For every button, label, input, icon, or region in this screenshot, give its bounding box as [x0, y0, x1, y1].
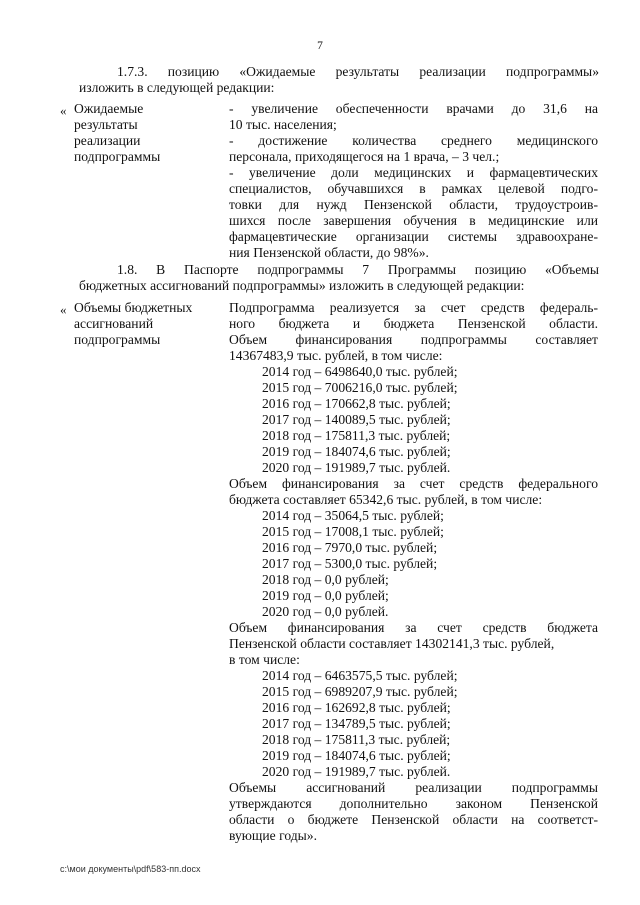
- open-quote: «: [60, 302, 67, 317]
- content-line: товки для нужд Пензенской области, трудоустроив-: [229, 197, 598, 212]
- content-line: Пензенской области составляет 14302141,3 тыс. рублей,: [229, 636, 555, 651]
- label-line: подпрограммы: [74, 149, 161, 164]
- federal-year-row: 2016 год – 7970,0 тыс. рублей;: [262, 540, 438, 555]
- content-line: специалистов, обучавшихся в рамках целевой подго-: [229, 181, 598, 196]
- content-line: бюджета составляет 65342,6 тыс. рублей, в том числе:: [229, 492, 543, 507]
- label-line: ассигнований: [74, 316, 154, 331]
- federal-year-row: 2014 год – 35064,5 тыс. рублей;: [262, 508, 444, 523]
- funding-year-row: 2014 год – 6498640,0 тыс. рублей;: [262, 364, 458, 379]
- federal-year-row: 2015 год – 17008,1 тыс. рублей;: [262, 524, 444, 539]
- intro-line: 1.7.3. позицию «Ожидаемые результаты реализации подпрограммы»: [117, 64, 599, 79]
- footer-file-path: c:\мои документы\pdf\583-пп.docx: [60, 864, 201, 874]
- federal-year-row: 2017 год – 5300,0 тыс. рублей;: [262, 556, 438, 571]
- content-line: Подпрограмма реализуется за счет средств федераль-: [229, 300, 598, 315]
- label-line: Объемы бюджетных: [74, 300, 193, 315]
- regional-year-row: 2019 год – 184074,6 тыс. рублей;: [262, 748, 451, 763]
- intro-line: изложить в следующей редакции:: [79, 80, 275, 95]
- content-line: утверждаются дополнительно законом Пензенской: [229, 796, 598, 811]
- intro-line: бюджетных ассигнований подпрограммы» изложить в следующей редакции:: [79, 278, 525, 293]
- content-line: Объем финансирования за счет средств федерального: [229, 476, 598, 491]
- intro-line: 1.8. В Паспорте подпрограммы 7 Программы позицию «Объемы: [117, 262, 599, 277]
- page-number: 7: [317, 40, 323, 52]
- position-label-results: [60, 101, 220, 165]
- funding-year-row: 2015 год – 7006216,0 тыс. рублей;: [262, 380, 458, 395]
- funding-year-row: 2019 год – 184074,6 тыс. рублей;: [262, 444, 451, 459]
- content-line: - увеличение доли медицинских и фармацевтических: [229, 165, 598, 180]
- expected-results-content: [229, 101, 598, 261]
- section-1-8-intro: [79, 262, 599, 294]
- label-line: результаты: [74, 117, 138, 132]
- regional-year-row: 2018 год – 175811,3 тыс. рублей;: [262, 732, 451, 747]
- content-line: Объемы ассигнований реализации подпрограммы: [229, 780, 598, 795]
- content-line: Объем финансирования подпрограммы составляет: [229, 332, 598, 347]
- content-line: Объем финансирования за счет средств бюджета: [229, 620, 598, 635]
- content-line: вующие годы».: [229, 828, 317, 843]
- label-line: подпрограммы: [74, 332, 161, 347]
- content-line: области о бюджете Пензенской области на соответст-: [229, 812, 598, 827]
- label-line: реализации: [74, 133, 141, 148]
- regional-year-row: 2016 год – 162692,8 тыс. рублей;: [262, 700, 451, 715]
- content-line: в том числе:: [229, 652, 300, 667]
- federal-year-row: 2019 год – 0,0 рублей;: [262, 588, 389, 603]
- open-quote: «: [60, 103, 67, 118]
- federal-year-row: 2020 год – 0,0 рублей.: [262, 604, 389, 619]
- content-line: 14367483,9 тыс. рублей, в том числе:: [229, 348, 443, 363]
- content-line: шихся после завершения обучения в медицинские или: [229, 213, 598, 228]
- regional-year-row: 2014 год – 6463575,5 тыс. рублей;: [262, 668, 458, 683]
- content-line: фармацевтические организации системы здравоохране-: [229, 229, 598, 244]
- content-line: - увеличение обеспеченности врачами до 31,6 на: [229, 101, 598, 116]
- funding-year-row: 2020 год – 191989,7 тыс. рублей.: [262, 460, 451, 475]
- funding-year-row: 2016 год – 170662,8 тыс. рублей;: [262, 396, 451, 411]
- content-line: ного бюджета и бюджета Пензенской области.: [229, 316, 598, 331]
- label-line: Ожидаемые: [74, 101, 144, 116]
- content-line: персонала, приходящегося на 1 врача, – 3 чел.;: [229, 149, 500, 164]
- position-label-budget: [60, 300, 220, 348]
- regional-year-row: 2020 год – 191989,7 тыс. рублей.: [262, 764, 451, 779]
- content-line: 10 тыс. населения;: [229, 117, 337, 132]
- section-1-7-3-intro: [79, 64, 599, 96]
- budget-allocations-content: [229, 300, 598, 844]
- content-line: - достижение количества среднего медицинского: [229, 133, 598, 148]
- regional-year-row: 2017 год – 134789,5 тыс. рублей;: [262, 716, 451, 731]
- federal-year-row: 2018 год – 0,0 рублей;: [262, 572, 389, 587]
- funding-year-row: 2017 год – 140089,5 тыс. рублей;: [262, 412, 451, 427]
- funding-year-row: 2018 год – 175811,3 тыс. рублей;: [262, 428, 451, 443]
- regional-year-row: 2015 год – 6989207,9 тыс. рублей;: [262, 684, 458, 699]
- content-line: ния Пензенской области, до 98%».: [229, 245, 429, 260]
